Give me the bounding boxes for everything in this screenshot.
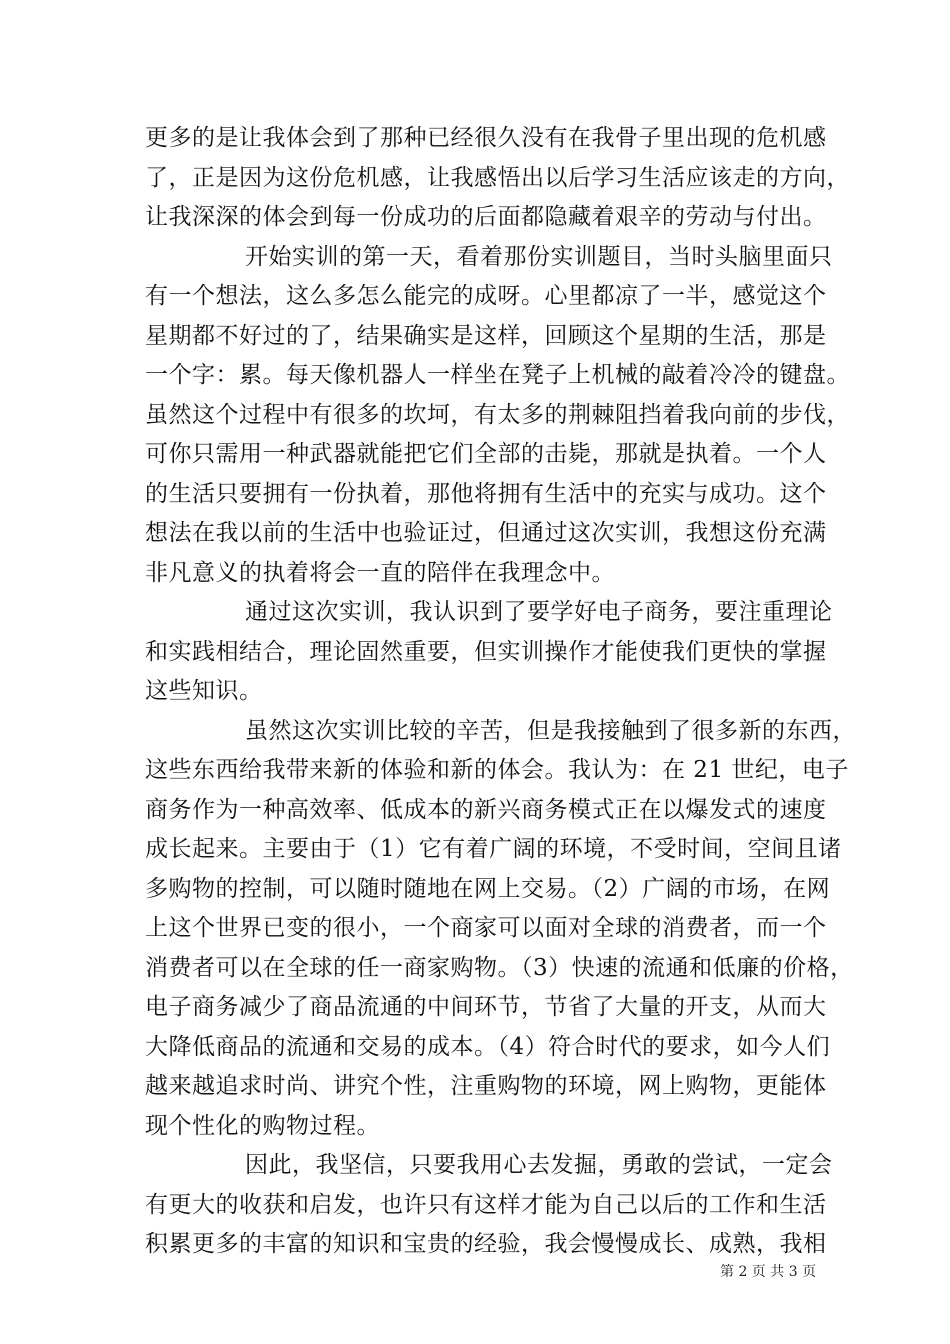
text-line: 大降低商品的流通和交易的成本。（4）符合时代的要求，如今人们 (145, 1034, 831, 1060)
paragraph-first-line: 开始实训的第一天，看着那份实训题目，当时头脑里面只 (245, 244, 833, 270)
text-line: 现个性化的购物过程。 (145, 1113, 380, 1139)
text-line: 电子商务减少了商品流通的中间环节，节省了大量的开支，从而大 (145, 994, 827, 1020)
paragraph-first-line: 因此，我坚信，只要我用心去发掘，勇敢的尝试，一定会 (245, 1152, 833, 1178)
text-line: 星期都不好过的了，结果确实是这样，回顾这个星期的生活，那是 (145, 323, 827, 349)
text-line: 这些知识。 (145, 678, 263, 704)
text-line: 消费者可以在全球的任一商家购物。（3）快速的流通和低廉的价格， (145, 955, 854, 981)
text-line: 积累更多的丰富的知识和宝贵的经验，我会慢慢成长、成熟，我相 (145, 1231, 827, 1257)
text-line: 了，正是因为这份危机感，让我感悟出以后学习生活应该走的方向， (145, 165, 850, 191)
text-line: 一个字：累。每天像机器人一样坐在凳子上机械的敲着冷冷的键盘。 (145, 362, 850, 388)
text-line: 和实践相结合，理论固然重要，但实训操作才能使我们更快的掌握 (145, 639, 827, 665)
text-line: 有一个想法，这么多怎么能完的成呀。心里都凉了一半，感觉这个 (145, 283, 827, 309)
paragraph-first-line: 虽然这次实训比较的辛苦，但是我接触到了很多新的东西， (245, 718, 856, 744)
text-line: 的生活只要拥有一份执着，那他将拥有生活中的充实与成功。这个 (145, 481, 827, 507)
text-line: 越来越追求时尚、讲究个性，注重购物的环境，网上购物，更能体 (145, 1073, 827, 1099)
text-line: 虽然这个过程中有很多的坎坷，有太多的荆棘阻挡着我向前的步伐， (145, 402, 850, 428)
text-line: 可你只需用一种武器就能把它们全部的击毙，那就是执着。一个人 (145, 441, 827, 467)
text-line: 这些东西给我带来新的体验和新的体会。我认为：在 21 世纪，电子 (145, 757, 849, 783)
paragraph-first-line: 通过这次实训，我认识到了要学好电子商务，要注重理论 (245, 599, 833, 625)
text-line: 更多的是让我体会到了那种已经很久没有在我骨子里出现的危机感 (145, 125, 827, 151)
text-line: 想法在我以前的生活中也验证过，但通过这次实训，我想这份充满 (145, 520, 827, 546)
text-line: 让我深深的体会到每一份成功的后面都隐藏着艰辛的劳动与付出。 (145, 204, 827, 230)
text-line: 上这个世界已变的很小，一个商家可以面对全球的消费者，而一个 (145, 915, 827, 941)
text-line: 多购物的控制，可以随时随地在网上交易。（2）广阔的市场，在网 (145, 876, 831, 902)
text-line: 非凡意义的执着将会一直的陪伴在我理念中。 (145, 560, 615, 586)
page-number-footer: 第 2 页 共 3 页 (720, 1264, 817, 1280)
text-line: 有更大的收获和启发，也许只有这样才能为自己以后的工作和生活 (145, 1192, 827, 1218)
text-line: 成长起来。主要由于（1）它有着广阔的环境，不受时间，空间且诸 (145, 836, 842, 862)
text-line: 商务作为一种高效率、低成本的新兴商务模式正在以爆发式的速度 (145, 797, 827, 823)
